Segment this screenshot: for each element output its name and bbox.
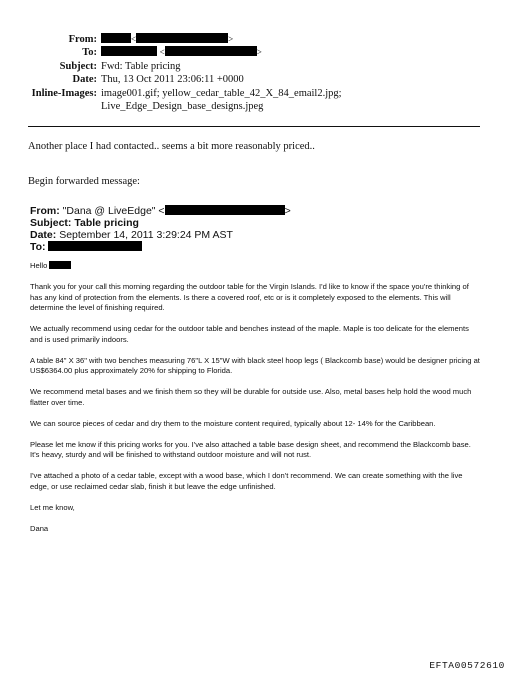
inline-images-line: image001.gif; yellow_cedar_table_42_X_84_email2.jpg;	[101, 87, 342, 99]
redaction-bar	[165, 205, 285, 215]
fwd-from-name: "Dana @ LiveEdge" <	[62, 205, 165, 217]
fwd-date-row	[30, 229, 490, 241]
from-value	[101, 33, 512, 46]
subject-row	[0, 60, 512, 73]
redaction-bar	[165, 46, 257, 56]
date-label: Date:	[72, 74, 97, 86]
fwd-from-label: From:	[30, 205, 60, 217]
from-row	[0, 33, 512, 46]
body-paragraph: A table 84" X 36" with two benches measuring 76"L X 15"W with black steel hoop legs ( Blackcomb base) would be designer pricing at US$6364.00 plus approximately 20% for shipping to Florida.	[30, 355, 480, 376]
greeting-line	[30, 261, 482, 272]
message-body	[30, 261, 482, 545]
forwarded-header	[30, 205, 490, 253]
greeting: Hello	[30, 261, 48, 270]
gt-bracket: >	[228, 34, 234, 44]
fwd-subject-value: Table pricing	[74, 217, 139, 229]
body-paragraph: We actually recommend using cedar for the outdoor table and benches instead of the maple. Maple is too delicate for the elements and is used primarily indoors.	[30, 324, 469, 344]
fwd-subject-row	[30, 217, 490, 229]
email-header	[0, 33, 512, 113]
header-divider	[28, 126, 480, 127]
fwd-from-row	[30, 205, 490, 217]
body-paragraph: Please let me know if this pricing works for you. I've also attached a table base design sheet, and recommend the Blackcomb base. It's heavy, sturdy and will be finished to withstand outdoor moisture and will not rust.	[30, 439, 471, 460]
subject-value: Fwd: Table pricing	[101, 60, 181, 72]
inline-images-value	[101, 87, 512, 114]
date-row	[0, 73, 512, 86]
to-row	[0, 46, 512, 59]
redaction-bar	[136, 33, 228, 43]
forwarded-label: Begin forwarded message:	[28, 176, 140, 187]
to-value	[101, 46, 512, 59]
subject-label: Subject:	[59, 60, 97, 72]
body-paragraph: We recommend metal bases and we finish them so they will be durable for outside use. Also, metal bases help hold the wood much flatter over time.	[30, 387, 472, 407]
fwd-date-value: September 14, 2011 3:29:24 PM AST	[59, 229, 233, 241]
closing-line: Let me know,	[30, 503, 75, 513]
fwd-subject-label: Subject:	[30, 217, 72, 229]
redaction-bar	[48, 241, 142, 251]
gt-bracket: >	[256, 47, 262, 58]
body-paragraph: We can source pieces of cedar and dry them to the moisture content required, typically about 12- 14% for the Caribbean.	[30, 418, 436, 428]
body-paragraph: I've attached a photo of a cedar table, except with a wood base, which I don't recommend. We can create something with the live edge, or use reclaimed cedar slab, finish it but leave the edge unfinished.	[30, 471, 463, 492]
inline-images-row	[0, 87, 512, 114]
inline-images-label: Inline-Images:	[31, 87, 97, 99]
redaction-bar	[101, 33, 131, 43]
from-label: From:	[68, 34, 97, 45]
to-label: To:	[82, 47, 97, 59]
body-paragraph: Thank you for your call this morning regarding the outdoor table for the Virgin Islands. I'd like to know if the space you're thinking of has any kind of protection from the elements. Is there a covered roof, etc or is it completely exposed to the elements. This will determine the level of finishing required.	[30, 281, 469, 313]
redaction-bar	[49, 261, 71, 269]
document-id: EFTA00572610	[429, 660, 505, 671]
lt-bracket: <	[159, 47, 165, 58]
redaction-bar	[101, 46, 157, 56]
inline-images-line: Live_Edge_Design_base_designs.jpeg	[101, 101, 264, 113]
fwd-to-row	[30, 241, 490, 253]
intro-text: Another place I had contacted.. seems a bit more reasonably priced..	[28, 141, 315, 152]
fwd-date-label: Date:	[30, 229, 57, 241]
date-value: Thu, 13 Oct 2011 23:06:11 +0000	[101, 74, 244, 86]
fwd-to-label: To:	[30, 241, 46, 253]
signature: Dana	[30, 524, 49, 534]
lt-bracket: <	[131, 34, 137, 44]
fwd-from-end: >	[284, 205, 291, 217]
